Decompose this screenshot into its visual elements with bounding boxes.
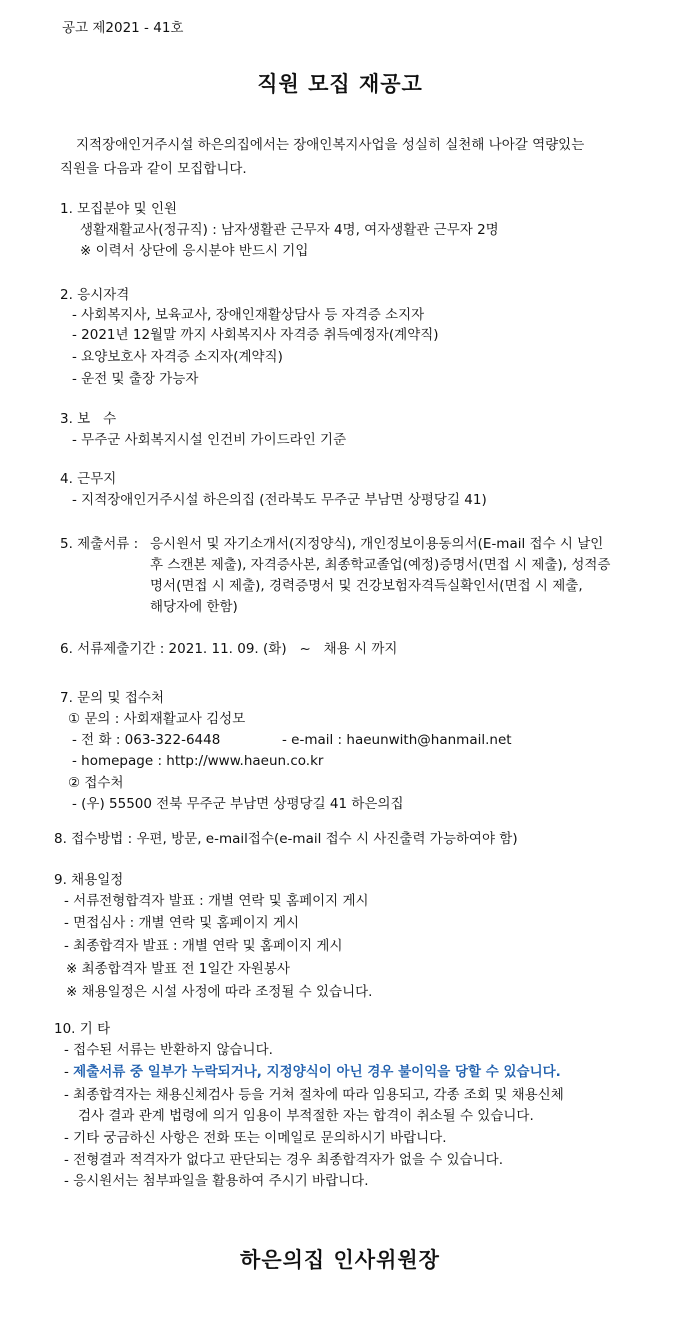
section-4-heading: 4. 근무지 — [60, 471, 117, 487]
page-title: 직원 모집 재공고 — [257, 72, 423, 96]
section-8-line: 8. 접수방법 : 우편, 방문, e-mail접수(e-mail 접수 시 사진출력 가능하여야 함) — [54, 831, 518, 847]
section-7-heading: 7. 문의 및 접수처 — [60, 690, 164, 706]
section-5-label: 5. 제출서류 : — [60, 536, 139, 552]
section-9-line: - 면접심사 : 개별 연락 및 홈페이지 게시 — [64, 915, 300, 931]
submission-address: - (우) 55500 전북 무주군 부남면 상평당길 41 하은의집 — [72, 796, 404, 812]
section-2-line: - 운전 및 출장 가능자 — [72, 371, 199, 387]
intro-line-1: 지적장애인거주시설 하은의집에서는 장애인복지사업을 성실히 실천해 나아갈 역량있는 — [76, 137, 585, 153]
section-6-line: 6. 서류제출기간 : 2021. 11. 09. (화) ~ 채용 시 까지 — [60, 641, 398, 657]
highlight-text: 제출서류 중 일부가 누락되거나, 지정양식이 아닌 경우 불이익을 당할 수 있습니다. — [73, 1064, 561, 1080]
section-9-note: ※ 최종합격자 발표 전 1일간 자원봉사 — [66, 961, 290, 977]
section-1-note: ※ 이력서 상단에 응시분야 반드시 기입 — [80, 243, 309, 259]
section-10-line: - 접수된 서류는 반환하지 않습니다. — [64, 1042, 273, 1058]
section-3-line: - 무주군 사회복지시설 인건비 가이드라인 기준 — [72, 432, 347, 448]
section-10-heading: 10. 기 타 — [54, 1021, 111, 1037]
submission-office-heading: ② 접수처 — [68, 775, 124, 791]
section-10-line: - 응시원서는 첨부파일을 활용하여 주시기 바랍니다. — [64, 1173, 369, 1189]
section-2-heading: 2. 응시자격 — [60, 287, 130, 303]
section-10-line: - 최종합격자는 채용신체검사 등을 거쳐 절차에 따라 임용되고, 각종 조회 및 채용신체 — [64, 1087, 564, 1103]
homepage-url: - homepage : http://www.haeun.co.kr — [72, 753, 324, 769]
document-number: 공고 제2021 - 41호 — [62, 20, 184, 36]
section-2-line: - 사회복지사, 보육교사, 장애인재활상담사 등 자격증 소지자 — [72, 307, 425, 323]
section-10-line: 검사 결과 관계 법령에 의거 임용이 부적절한 자는 합격이 취소될 수 있습니다. — [78, 1108, 534, 1124]
inquiry-contact: ① 문의 : 사회재활교사 김성모 — [68, 711, 246, 727]
section-10-line: - 기타 궁금하신 사항은 전화 또는 이메일로 문의하시기 바랍니다. — [64, 1130, 447, 1146]
section-5-line: 응시원서 및 자기소개서(지정양식), 개인정보이용동의서(E-mail 접수 시 날인 — [150, 536, 604, 552]
highlight-prefix: - — [64, 1064, 74, 1080]
section-9-line: - 서류전형합격자 발표 : 개별 연락 및 홈페이지 게시 — [64, 893, 369, 909]
section-1-line: 생활재활교사(정규직) : 남자생활관 근무자 4명, 여자생활관 근무자 2명 — [80, 222, 499, 238]
section-10-line: - 전형결과 적격자가 없다고 판단되는 경우 최종합격자가 없을 수 있습니다. — [64, 1152, 504, 1168]
email-address: - e-mail : haeunwith@hanmail.net — [282, 732, 512, 748]
issuer-signature: 하은의집 인사위원장 — [240, 1248, 440, 1272]
section-9-heading: 9. 채용일정 — [54, 872, 124, 888]
section-5-line: 후 스캔본 제출), 자격증사본, 최종학교졸업(예정)증명서(면접 시 제출), 성적증 — [150, 557, 611, 573]
section-4-line: - 지적장애인거주시설 하은의집 (전라북도 무주군 부남면 상평당길 41) — [72, 492, 487, 508]
section-2-line: - 요양보호사 자격증 소지자(계약직) — [72, 349, 283, 365]
section-9-line: - 최종합격자 발표 : 개별 연락 및 홈페이지 게시 — [64, 938, 343, 954]
section-3-heading: 3. 보 수 — [60, 411, 117, 427]
section-5-line: 명서(면접 시 제출), 경력증명서 및 건강보험자격득실확인서(면접 시 제출, — [150, 578, 583, 594]
phone-number: - 전 화 : 063-322-6448 — [72, 732, 221, 748]
section-1-heading: 1. 모집분야 및 인원 — [60, 201, 178, 217]
section-9-note: ※ 채용일정은 시설 사정에 따라 조정될 수 있습니다. — [66, 984, 373, 1000]
section-10-line-highlight — [64, 1063, 561, 1081]
intro-line-2: 직원을 다음과 같이 모집합니다. — [60, 161, 247, 177]
section-2-line: - 2021년 12월말 까지 사회복지사 자격증 취득예정자(계약직) — [72, 327, 439, 343]
section-5-line: 해당자에 한함) — [150, 599, 238, 615]
